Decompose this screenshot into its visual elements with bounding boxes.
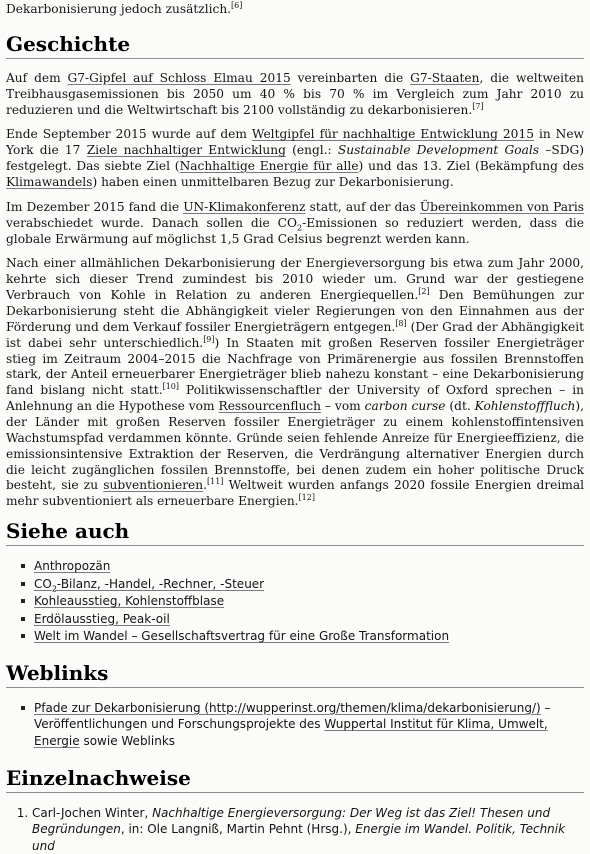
link-wuppertal-institut[interactable]: Wuppertal Institut für Klima, Umwelt, Energie	[34, 717, 548, 749]
reference-9[interactable]: [9]	[203, 334, 215, 344]
link-erdoelausstieg[interactable]: Erdölausstieg, Peak-oil	[34, 611, 170, 626]
bullet-icon	[21, 599, 25, 603]
reference-11[interactable]: [11]	[206, 477, 224, 487]
bullet-icon	[21, 582, 25, 586]
link-g7-staaten[interactable]: G7-Staaten	[410, 70, 480, 85]
text: , in: Ole Langniß, Martin Pehnt (Hrsg.),	[120, 822, 356, 837]
text: Den Bemühungen zur Dekarbonisierung steht die Abhängigkeit vieler Regierungen von den Einnahmen aus der Förderung und dem Verkauf fossiler Energieträgern entgegen.	[6, 288, 585, 334]
italic-text: Kohlenstofffluch	[474, 399, 576, 414]
italic-text: Nachhaltige Energieversorgung: Der Weg ist das Ziel! Thesen und Begründungen	[32, 805, 551, 837]
text: Auf dem	[6, 70, 68, 85]
text: (engl.:	[285, 143, 338, 158]
link-klimawandel[interactable]: Klimawandels	[6, 175, 93, 190]
text: (dt.	[445, 399, 475, 414]
link-un-klimakonferenz[interactable]: UN-Klimakonferenz	[183, 199, 306, 214]
list-item	[34, 611, 584, 628]
paragraph-g7	[6, 71, 584, 119]
link-pfade-zur-dekarbonisierung[interactable]: Pfade zur Dekarbonisierung (http://wupperinst.org/themen/klima/dekarbonisierung/)	[34, 700, 541, 715]
link-g7-gipfel[interactable]: G7-Gipfel auf Schloss Elmau 2015	[67, 70, 291, 85]
text: vereinbarten die	[290, 70, 411, 85]
list-item	[34, 700, 584, 750]
heading-siehe-auch: Siehe auch	[6, 519, 584, 546]
references-list	[6, 805, 584, 854]
link-uebereinkommen-von-paris[interactable]: Übereinkommen von Paris	[419, 199, 585, 214]
intro-tail	[6, 2, 584, 18]
bullet-icon	[21, 617, 25, 621]
text: CO	[34, 576, 52, 591]
list-item	[34, 628, 584, 645]
text: sowie Weblinks	[79, 734, 176, 749]
subscript: 2	[51, 584, 57, 594]
text: , die weltweiten Treibhausgasemissionen bis 2050 um 40 % bis 70 % im Vergleich zum Jahr 2010 zu reduzieren und die Weltwirtschaft bis 2100 vollständig zu dekarbonisieren.	[6, 70, 584, 117]
reference-8[interactable]: [8]	[395, 318, 407, 328]
see-also-list	[6, 558, 584, 645]
link-welt-im-wandel[interactable]: Welt im Wandel – Gesellschaftsvertrag für eine Große Transformation	[34, 629, 450, 644]
text: Carl-Jochen Winter,	[32, 805, 153, 820]
link-kohleausstieg[interactable]: Kohleausstieg, Kohlenstoffblase	[34, 594, 225, 609]
section-geschichte	[6, 71, 584, 510]
heading-geschichte: Geschichte	[6, 32, 584, 59]
list-item	[34, 576, 584, 593]
list-item	[34, 558, 584, 575]
reference-12[interactable]: [12]	[298, 493, 315, 503]
heading-weblinks: Weblinks	[6, 661, 584, 688]
reference-6[interactable]: [6]	[231, 0, 243, 10]
link-subventionieren[interactable]: subventionieren	[103, 478, 204, 493]
text: – Veröffentlichungen und Forschungsprojekte des	[34, 700, 551, 732]
link-ziele-nachhaltiger-entwicklung[interactable]: Ziele nachhaltiger Entwicklung	[86, 143, 286, 158]
link-nachhaltige-energie[interactable]: Nachhaltige Energie für alle	[179, 159, 359, 174]
paragraph-trend	[6, 256, 584, 510]
text: Ende September 2015 wurde auf dem	[6, 127, 252, 142]
paragraph-sdg	[6, 127, 584, 190]
reference-item	[32, 805, 584, 854]
text: Politikwissenschaftler der University of Oxford sprechen – in Anlehnung an die Hypothese vom	[6, 383, 584, 414]
text: –SDG) festgelegt. Das siebte Ziel (	[6, 143, 584, 174]
paragraph-paris	[6, 200, 584, 248]
bullet-icon	[21, 706, 25, 710]
link-weltgipfel[interactable]: Weltgipfel für nachhaltige Entwicklung 2015	[251, 127, 534, 142]
link-co2[interactable]	[34, 576, 265, 594]
text: ) und das 13. Ziel (Bekämpfung des	[358, 159, 584, 174]
text: -Bilanz, -Handel, -Rechner, -Steuer	[56, 576, 265, 591]
text: -Emissionen so reduziert werden, dass die globale Erwärmung auf möglichst 1,5 Grad Celsius begrenzt werden kann.	[6, 215, 584, 246]
text: verabschiedet wurde. Danach sollen die CO	[6, 215, 297, 230]
link-ressourcenfluch[interactable]: Ressourcenfluch	[218, 399, 321, 414]
text: Im Dezember 2015 fand die	[6, 199, 184, 214]
bullet-icon	[21, 634, 25, 638]
text: .	[203, 478, 207, 493]
italic-text: carbon curse	[364, 399, 446, 414]
intro-tail-text: Dekarbonisierung jedoch zusätzlich.	[6, 2, 232, 16]
text: (Der Grad der Abhängigkeit ist dabei sehr unterschiedlich.	[6, 319, 584, 350]
reference-10[interactable]: [10]	[162, 382, 180, 392]
text: statt, auf der das	[305, 199, 420, 214]
list-item	[34, 593, 584, 610]
reference-7[interactable]: [7]	[472, 101, 484, 111]
reference-2[interactable]: [2]	[418, 287, 430, 297]
text: ) haben einen unmittelbaren Bezug zur Dekarbonisierung.	[92, 175, 454, 190]
weblinks-list	[6, 700, 584, 750]
text: ) In Staaten mit großen Reserven fossiler Energieträger stieg im Zeitraum 2004–2015 die Nachfrage von Primärenergie aus fossilen Brennstoffen stark, der Anteil erneuerbarer Energieträger blieb nahezu konstant – eine Dekarbonisierung fand bislang nicht statt.	[6, 335, 584, 398]
link-anthropozaen[interactable]: Anthropozän	[34, 559, 111, 574]
text: in New York die 17	[6, 127, 584, 158]
bullet-icon	[21, 564, 25, 568]
text: – vom	[320, 399, 365, 414]
text: ), der Länder mit großen Reserven fossiler Energieträger zu einem kohlenstoffintensiven Wachstumspfad verdammen könnte. Gründe seien fehlende Anreize für Energieeffizienz, die emissionsintensive Extraktion der Reserven, die Verdrängung alternativer Energien durch die leicht zugänglichen fossilen Brennstoffe, bei denen zudem ein hoher politische Druck besteht, sie zu	[6, 399, 585, 493]
text: Nach einer allmählichen Dekarbonisierung der Energieversorgung bis etwa zum Jahr 2000, kehrte sich dieser Trend zumindest bis 2010 wieder um. Grund war der gestiegene Verbrauch von Kohle in Relation zu anderen Energiequellen.	[6, 256, 584, 303]
text: Weltweit wurden anfangs 2020 fossile Energien dreimal mehr subventioniert als erneuerbare Energien.	[6, 478, 584, 509]
italic-text: Energie im Wandel. Politik, Technik und	[32, 822, 566, 853]
heading-einzelnachweise: Einzelnachweise	[6, 766, 584, 793]
subscript: 2	[297, 223, 303, 233]
italic-text: Sustainable Development Goals	[337, 143, 540, 158]
